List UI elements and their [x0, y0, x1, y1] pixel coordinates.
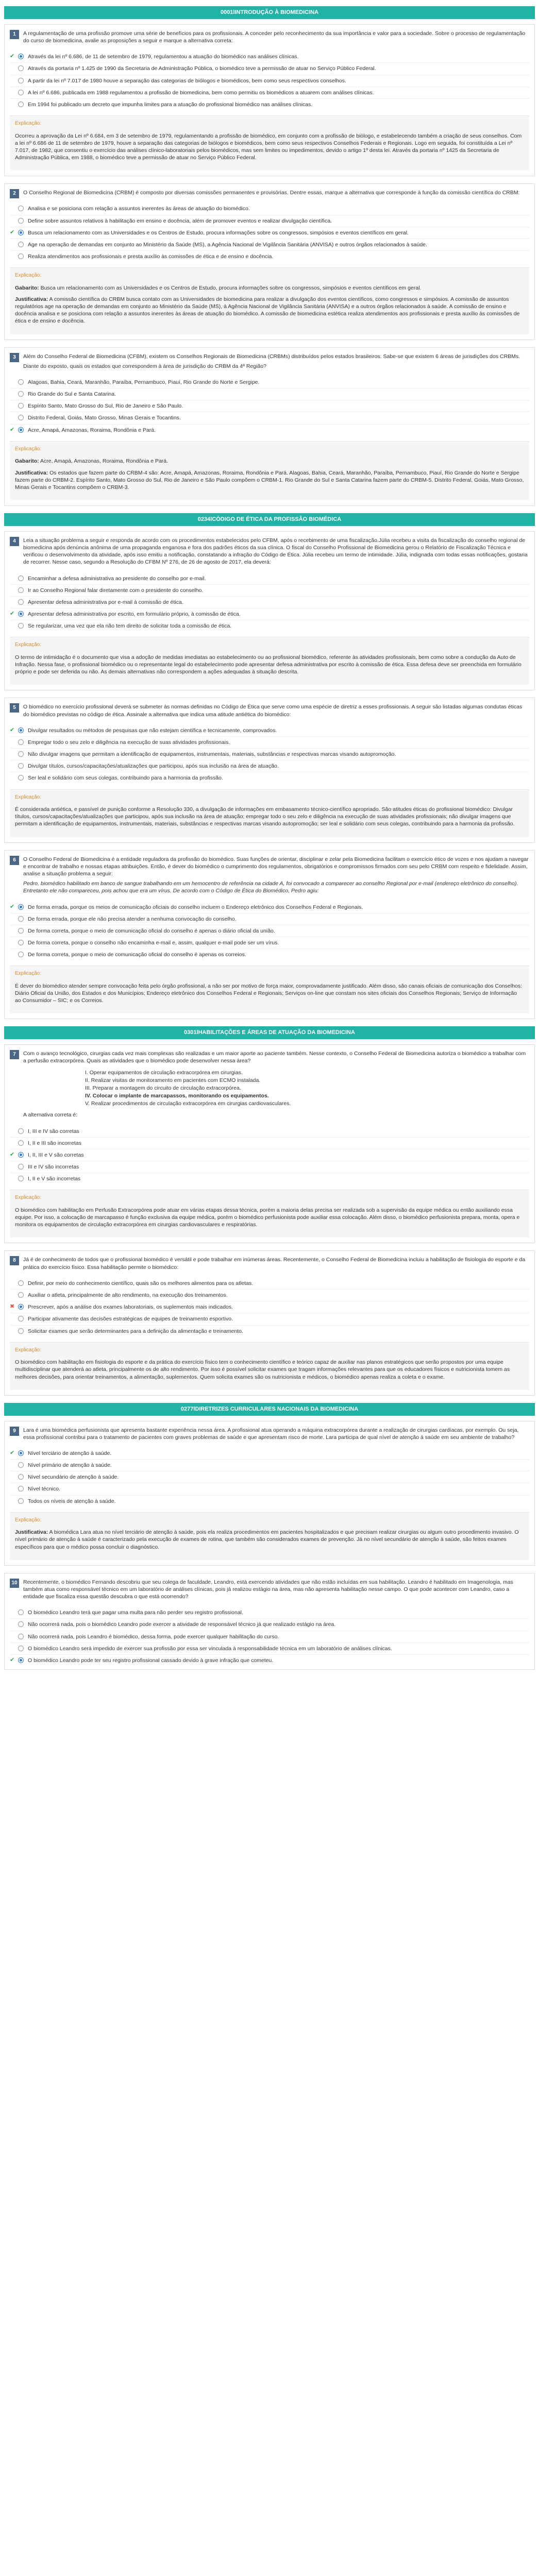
alternative-option[interactable] [10, 1471, 529, 1483]
alternative-text: Nível secundário de atenção à saúde. [28, 1474, 119, 1481]
alternative-option[interactable] [10, 99, 529, 110]
radio-button[interactable] [18, 599, 24, 605]
radio-button[interactable] [18, 1164, 24, 1170]
alternative-option[interactable] [10, 1448, 529, 1460]
explanation-box [10, 965, 529, 1013]
radio-button[interactable] [18, 751, 24, 757]
question-number: 7 [10, 1050, 19, 1059]
alternative-option[interactable] [10, 902, 529, 913]
alternative-option[interactable] [10, 772, 529, 784]
explanation-paragraph [15, 1207, 524, 1229]
alternative-option[interactable] [10, 608, 529, 620]
radio-button[interactable] [18, 611, 24, 617]
question-card [4, 1044, 535, 1243]
alternative-option[interactable] [10, 388, 529, 400]
explanation-title: Explicação: [15, 1347, 42, 1353]
stem-paragraph: Diante do exposto, quais os estados que correspondem à área de jurisdição do CRBM da 4ª Região? [23, 363, 267, 369]
radio-button[interactable] [18, 101, 24, 107]
alternative-option[interactable] [10, 1313, 529, 1325]
alternatives-list [5, 1124, 534, 1188]
alternative-option[interactable] [10, 227, 529, 239]
alternative-text: Divulgar resultados ou métodos de pesquisas que não estejam científica e tecnicamente, comprovados. [28, 727, 277, 734]
radio-button[interactable] [18, 1450, 24, 1456]
alternative-text: Distrito Federal, Goiás, Mato Grosso, Minas Gerais e Tocantins. [28, 415, 181, 421]
alternative-option[interactable] [10, 239, 529, 251]
explanation-text: O termo de intimidação é o documento que visa a adoção de medidas imediatas ao estabelecimento ou ao profissional biomédico, referente às atividades profissionais, bem como sobre a condução da Auto de Infração. Nessa fase, o profissional biomédico ou o representante legal do estabelecimento pode apresentar defesa administrativa por escrito à comissão de ética. Essa defesa deve ser preenchida em formulário próprio e pode ser deferida ou não. As demais alternativas não correspondem a ações adequadas à situação descrita. [15, 654, 521, 675]
check-icon: ✔ [10, 1656, 15, 1663]
statement-item: IV. Colocar o implante de marcapassos, monitorando os equipamentos. [85, 1093, 269, 1099]
question-stem [23, 537, 529, 569]
section-title: 0234lCÓDIGO DE ÉTICA DA PROFISSÃO BIOMÉDICA [4, 513, 535, 526]
alternative-option[interactable] [10, 215, 529, 227]
alternative-option[interactable] [10, 725, 529, 737]
alternative-option[interactable] [10, 620, 529, 632]
alternative-text: Ser leal e solidário com seus colegas, contribuindo para a harmonia da profissão. [28, 775, 223, 782]
question-header [5, 348, 534, 375]
alternative-option[interactable] [10, 377, 529, 388]
alternative-text: Não ocorrerá nada, pois Leandro é biomédico, dessa forma, pode exercer qualquer habilitação do curso. [28, 1633, 279, 1640]
check-icon: ✔ [10, 726, 15, 733]
alternative-text: De forma correta, porque o meio de comunicação oficial do conselho é apenas o diário oficial da união. [28, 927, 275, 934]
alternative-text: O biomédico Leandro pode ter seu registro profissional cassado devido à grave infração que cometeu. [28, 1657, 274, 1664]
alternative-text: Nível terciário de atenção à saúde. [28, 1450, 112, 1456]
alternatives-list [5, 1276, 534, 1340]
alternative-text: Espírito Santo, Mato Grosso do Sul, Rio de Janeiro e São Paulo. [28, 403, 183, 410]
alternatives-list [5, 201, 534, 265]
alternative-option[interactable] [10, 1607, 529, 1619]
alternative-option[interactable] [10, 1290, 529, 1301]
explanation-text: É considerada antiética, e passível de punição conforme a Resolução 330, a divulgação de informações em embasamento técnico-científico apropriado. São atitudes éticas do profissional biomédico: Divulgar títulos, cursos/capacitações/atualizações que participou, após sua inclusão na área de atuação; empregar todo o seu zelo e diligência na execução de suas atividades profissionais; não divulgar imagens que permitam a identificação de equipamentos, instrumentais, materiais, substâncias e respectivas marcas visando autopromoção; ser leal e solidário com seus colegas, contribuindo para a harmonia da profissão. [15, 806, 515, 827]
explanation-box [10, 115, 529, 171]
stem-paragraph: Já é de conhecimento de todos que o profissional biomédico é versátil e pode trabalhar em inúmeras áreas. Recentemente, o Conselho Federal de Biomedicina incluiu a habilitação de fisiologia do esporte e da prática do exercício físico. Essa habilitação permite o biomédico: [23, 1257, 526, 1270]
radio-button[interactable] [18, 1486, 24, 1492]
alternative-text: Realiza atendimentos aos profissionais e presta auxílio às comissões de ética e de ensino e docência. [28, 253, 274, 260]
section-title: 0001lINTRODUÇÃO À BIOMEDICINA [4, 6, 535, 19]
statement-item: I. Operar equipamentos de circulação extracorpórea em cirurgias. [85, 1069, 243, 1076]
radio-button[interactable] [18, 952, 24, 957]
stem-paragraph: Leia a situação problema a seguir e responda de acordo com os procedimentos estabelecidos pelo CFBM, após o recebimento de uma fiscalização.Júlia recebeu a visita da fiscalização do conselho regional de biomedicina após denúncia anônima de uma propaganda enganosa e fora dos padrões éticos da sua clínica. O fiscal do Conselho Profissional de Biomedicina gerou o Relatório de Fiscalização Técnica e verificou o desenvolvimento da atividade, após isso emitiu a notificação, constatando a infração do Código de Ética. Júlia recebeu um termo de intimidade. Júlia, indignada com todas essas notificações, gostaria de recorrer. Nesse caso, segundo a Resolução do CFBM Nº 276, de 26 de agosto de 2017, ela deverá: [23, 537, 528, 566]
explanation-text: É dever do biomédico atender sempre convocação feita pelo órgão profissional, a não ser por motivo de força maior, comprovadamente justificado. Além disso, são canais oficiais de comunicação dos Conselhos: Diário Oficial da União, dos Estados e dos Municípios; Endereço eletrônico dos Conselhos Federal e Regionais; Serviços on-line que constam nos sites oficiais dos Conselhos Regionais; Serviço de Informação ao Consumidor – SIC; e os Correios. [15, 982, 523, 1004]
radio-button[interactable] [18, 242, 24, 247]
alternative-option[interactable] [10, 75, 529, 87]
explanation-text: Ocorreu a aprovação da Lei nº 6.684, em 3 de setembro de 1979, regulamentando a profissão de biomédico, em conjunto com a profissão de biólogo, e estabelecendo também a criação de seus conselhos. Com a lei nº 6.686 de 11 de setembro de 1979, houve a separação das categorias de biólogos e biomédicos, bem como seus respectivos Conselhos Federais e Regionais. Logo em seguida, foi constituída a Lei nº 7.017, de 1982, que consentiu o exercício das análises clínico-laboratoriais pelos biomédicos, mas sem limites ou impedimentos, devido o artigo 1º desta lei. Através da portaria nº 1425 da Secretaria de Administração Pública, em 1988, o biomédico teve a permissão de atuar no Serviço Público Federal. [15, 132, 522, 161]
question-number: 5 [10, 703, 19, 713]
alternative-option[interactable] [10, 51, 529, 63]
alternative-text: Define sobre assuntos relativos à habilitação em ensino e docência, além de promover eventos e realizar divulgação científica. [28, 217, 332, 224]
question-number: 9 [10, 1427, 19, 1436]
radio-button[interactable] [18, 1328, 24, 1334]
alternative-text: Não ocorrerá nada, pois o biomédico Leandro pode exercer a atividade de responsável técnico já que realizado estágio na área. [28, 1621, 336, 1628]
question-card [4, 1573, 535, 1670]
alternative-option[interactable] [10, 1173, 529, 1184]
radio-button[interactable] [18, 54, 24, 59]
explanation-box [10, 789, 529, 837]
alternative-option[interactable] [10, 400, 529, 412]
alternative-text: Divulgar títulos, cursos/capacitações/atualizações que participou, após sua inclusão na área de atuação. [28, 763, 279, 770]
question-stem [23, 189, 529, 199]
radio-button[interactable] [18, 427, 24, 433]
radio-button[interactable] [18, 1140, 24, 1146]
radio-button[interactable] [18, 78, 24, 83]
alternative-text: Age na operação de demandas em conjunto ao Ministério da Saúde (MS), a Agência Nacional de Vigilância Sanitária (ANVISA) e outros órgãos relacionados à saúde. [28, 241, 427, 248]
explanation-text: Busca um relacionamento com as Universidades e os Centros de Estudo, procura informações sobre os congressos, simpósios e eventos científicos em geral. [39, 284, 422, 291]
alternative-text: Rio Grande do Sul e Santa Catarina. [28, 391, 116, 398]
radio-button[interactable] [18, 1292, 24, 1298]
check-icon: ✔ [10, 1151, 15, 1158]
alternative-option[interactable] [10, 1149, 529, 1161]
explanation-text: A comissão científica do CRBM busca contato com as Universidades de biomedicina para realizar a divulgação dos eventos científicos, como congressos e simpósios. A comissão de assuntos regulatórios age na operação de demandas em conjunto ao Ministério da Saúde (MS), à Agência Nacional de Vigilância Sanitária (ANVISA) e a outros órgãos relacionados à saúde. A comissão de ensino e docência analisa e se posiciona com relação a assuntos inerentes às áreas de atuação do biomédico. A comissão de biomedicina estética realiza atendimentos aos profissionais e presta auxílio às comissões de ética e de ensino e docência. [15, 296, 520, 325]
check-icon: ✔ [10, 903, 15, 910]
alternative-option[interactable] [10, 1643, 529, 1655]
check-icon: ✔ [10, 611, 15, 617]
alternative-option[interactable] [10, 1619, 529, 1631]
question-number: 6 [10, 856, 19, 865]
explanation-paragraph [15, 1359, 524, 1381]
alternative-option[interactable] [10, 1126, 529, 1138]
radio-button[interactable] [18, 1646, 24, 1651]
alternative-text: Auxiliar o atleta, principalmente de alto rendimento, na execução dos treinamentos. [28, 1292, 228, 1298]
radio-button[interactable] [18, 230, 24, 235]
explanation-text: O biomédico com habilitação em fisiologia do esporte e da prática do exercício físico tem o conhecimento científico e teórico capaz de auxiliar nas planos estratégicos que serão propostos por uma equipe multidisciplinar que atenderá ao atleta, principalmente os de alto rendimento. Por isso é possível solicitar exames que tragam informações relevantes para que os educadores físicos e nutricionista tomem as melhores decisões, para orientar treinamentos, a alimentação, suplementos. Quem solicita exames são os nutricionista e médicos, o biomédico apenas realiza a coleta e o exame. [15, 1359, 510, 1380]
question-header [5, 184, 534, 201]
radio-button[interactable] [18, 1280, 24, 1286]
radio-button[interactable] [18, 1634, 24, 1639]
alternative-option[interactable] [10, 925, 529, 937]
alternative-option[interactable] [10, 63, 529, 75]
question-stem [23, 353, 529, 372]
explanation-text: A biomédica Lara atua no nível terciário de atenção à saúde, pois ela realiza procedimentos em pacientes hospitalizados e que precisam realizar cirurgias ou algum outro procedimento invasivo. O nível primário de atenção à saúde é caracterizado pela execução de exames de rotina, que também são considerados exames de prevenção. Já no nível secundário de atenção à saúde, são feitos exames específicos para que o médico possa concluir o diagnóstico. [15, 1529, 519, 1550]
check-icon: ✔ [10, 53, 15, 60]
question-stem [23, 1050, 529, 1121]
question-stem [23, 1256, 529, 1273]
radio-button[interactable] [18, 575, 24, 581]
alternatives-list [5, 900, 534, 964]
radio-button[interactable] [18, 253, 24, 259]
alternative-option[interactable] [10, 1278, 529, 1290]
question-header [5, 1421, 534, 1446]
stem-paragraph: Com o avanço tecnológico, cirurgias cada vez mais complexas são realizadas e um maior aporte ao paciente também. Nesse contexto, o Conselho Federal de Biomedicina autoriza o biomédico a trabalhar com a perfusão extracorpórea. Quais as atividades que o biomédico pode desenvolver nessa área? [23, 1050, 526, 1064]
radio-button[interactable] [18, 587, 24, 593]
stem-paragraph: Lara é uma biomédica perfusionista que apresenta bastante experiência nessa área. A profissional atua operando a máquina extracorpórea durante a realização de cirurgias cardíacas, por exemplo. Ou seja, essa profissional contribui para o tratamento de pacientes com graves problemas de saúde e que apresentam risco de morte. Lara participa de qual nível de atenção à saúde em seu ambiente de trabalho? [23, 1427, 519, 1440]
quiz-review-page [4, 6, 535, 1670]
explanation-paragraph [15, 469, 524, 492]
alternative-option[interactable] [10, 597, 529, 608]
alternative-text: Definir, por meio do conhecimento científico, quais são os melhores alimentos para os atletas. [28, 1280, 254, 1286]
alternative-option[interactable] [10, 1496, 529, 1507]
alternative-text: I, II e V são incorretas [28, 1176, 81, 1182]
alternative-text: A lei nº 6.686, publicada em 1988 regulamentou a profissão de biomedicina, bem como permitiu os biomédicos a atuarem com análises clínicas. [28, 89, 374, 96]
stem-paragraph: O Conselho Federal de Biomedicina é a entidade reguladora da profissão do biomédico. Suas funções de orientar, disciplinar e zelar pela Biomedicina facilitam o exercício ético de vozes e nos ajudam a navegar e encontrar de trabalho e nossas etapas atribuições. Então, é dever do biomédico o cumprimento dos regulamentos, obrigatórios e compromissos firmados com seu pelo CRBM com respeito e fidelidade. Assim, analise a situação problema a seguir: [23, 856, 529, 877]
radio-button[interactable] [18, 379, 24, 385]
explanation-box [10, 1512, 529, 1560]
alternative-text: Participar ativamente das decisões estratégicas de equipes de treinamento esportivo. [28, 1316, 233, 1323]
alternative-text: Apresentar defesa administrativa por e-mail à comissão de ética. [28, 599, 183, 605]
question-card [4, 347, 535, 506]
alternative-text: O biomédico Leandro terá que pagar uma multa para não perder seu registro profissional. [28, 1609, 243, 1616]
alternative-text: De forma errada, porque os meios de comunicação oficiais do conselho incluem o Endereço eletrônico dos Conselhos Federal e Regionais. [28, 904, 363, 910]
question-header [5, 25, 534, 49]
explanation-label: Justificativa: [15, 1529, 48, 1536]
radio-button[interactable] [18, 1621, 24, 1627]
alternative-option[interactable] [10, 760, 529, 772]
alternative-text: Empregar todo o seu zelo e diligência na execução de suas atividades profissionais. [28, 739, 230, 745]
check-icon: ✔ [10, 426, 15, 433]
alternative-text: O biomédico Leandro será impedido de exercer sua profissão por essa ser vinculada à responsabilidade técnica em um laboratório de análises clínicas. [28, 1645, 392, 1652]
radio-button[interactable] [18, 904, 24, 910]
alternative-text: Alagoas, Bahia, Ceará, Maranhão, Paraíba, Pernambuco, Piauí, Rio Grande do Norte e Sergipe. [28, 379, 260, 385]
radio-button[interactable] [18, 206, 24, 211]
alternative-text: I, II e III são incorretas [28, 1140, 81, 1146]
explanation-title: Explicação: [15, 642, 42, 648]
statement-item: V. Realizar procedimentos de circulação extracorpórea em cirurgias cardiovasculares. [85, 1100, 291, 1107]
explanation-box [10, 1342, 529, 1390]
radio-button[interactable] [18, 916, 24, 922]
radio-button[interactable] [18, 775, 24, 781]
alternatives-list [5, 49, 534, 113]
question-card [4, 183, 535, 340]
radio-button[interactable] [18, 1304, 24, 1310]
alternative-option[interactable] [10, 1301, 529, 1313]
section-title: 0301lHABILITAÇÕES E ÁREAS DE ATUAÇÃO DA BIOMEDICINA [4, 1026, 535, 1039]
statement-item: II. Realizar visitas de monitoramento em pacientes com ECMO instalada. [85, 1077, 261, 1083]
radio-button[interactable] [18, 623, 24, 629]
alternative-text: Acre, Amapá, Amazonas, Roraima, Rondônia e Pará. [28, 427, 156, 433]
alternative-option[interactable] [10, 1483, 529, 1495]
statement-item: III. Preparar a montagem do circuito de circulação extracorpórea. [85, 1084, 241, 1091]
explanation-box [10, 637, 529, 685]
alternatives-list [5, 1446, 534, 1510]
radio-button[interactable] [18, 739, 24, 745]
question-card [4, 531, 535, 691]
alternative-text: Nível primário de atenção à saúde. [28, 1462, 112, 1469]
alternative-option[interactable] [10, 949, 529, 960]
radio-button[interactable] [18, 727, 24, 733]
check-icon: ✔ [10, 229, 15, 235]
stem-paragraph: A regulamentação de uma profissão promove uma série de benefícios para os profissionais. A conceder pelo reconhecimento da sua importância e valor para a sociedade. Sobre o processo de regulamentação do curso de biomedicina, avalie as proposições a seguir e marque a alternativa correta: [23, 30, 526, 44]
explanation-paragraph [15, 457, 524, 465]
alternative-text: Através da lei nº 6.686, de 11 de setembro de 1979, regulamentou a atuação do biomédico nas análises clínicas. [28, 54, 299, 60]
radio-button[interactable] [18, 415, 24, 420]
section-title: 0277lDIRETRIZES CURRICULARES NACIONAIS DA BIOMEDICINA [4, 1403, 535, 1416]
radio-button[interactable] [18, 1176, 24, 1181]
alternative-text: Não divulgar imagens que permitam a identificação de equipamentos, instrumentais, materiais, substâncias e respectivas marcas visando autopromoção. [28, 751, 396, 758]
radio-button[interactable] [18, 90, 24, 95]
question-header [5, 851, 534, 900]
explanation-title: Explicação: [15, 446, 42, 452]
alternative-text: De forma errada, porque ele não precisa atender a nenhuma convocação do conselho. [28, 916, 237, 922]
radio-button[interactable] [18, 1316, 24, 1321]
radio-button[interactable] [18, 1462, 24, 1468]
question-stem [23, 703, 529, 720]
explanation-paragraph [15, 296, 524, 325]
alternative-option[interactable] [10, 937, 529, 949]
alternative-text: Busca um relacionamento com as Universidades e os Centros de Estudo, procura informações sobre os congressos, simpósios e eventos científicos em geral. [28, 229, 409, 236]
explanation-text: O biomédico com habilitação em Perfusão Extracorpórea pode atuar em várias etapas dessa técnica, porém a maioria delas precisa ser realizada sob a supervisão da equipe médica ou então auxiliando essa equipe. Por isso, a colocação de marcapasso é função exclusiva da equipe médica, porém o biomédico perfusionista pode auxiliar essa colocação. Além disso, o biomédico perfusionista prepara, monta, opera e monitora os equipamentos de circulação extracorpórea em cirurgias cardiovasculares e respiratórias. [15, 1207, 520, 1228]
explanation-text: Os estados que fazem parte do CRBM-4 são: Acre, Amapá, Amazonas, Roraima, Rondônia e Pará. Alagoas, Bahia, Ceará, Maranhão, Paraíba, Pernambuco, Piauí, Rio Grande do Norte e Sergipe fazem parte do CRBM-2. Espírito Santo, Mato Grosso do Sul, Rio de Janeiro e São Paulo compõem o CRBM-1. Rio Grande do Sul e Santa Catarina fazem parte do CRBM-5. Distrito Federal, Goiás, Mato Grosso, Minas Gerais e Tocantins compõem o CRBM-3. [15, 469, 524, 490]
explanation-paragraph [15, 982, 524, 1005]
radio-button[interactable] [18, 940, 24, 945]
explanation-paragraph [15, 132, 524, 162]
alternative-text: Todos os níveis de atenção à saúde. [28, 1498, 116, 1504]
radio-button[interactable] [18, 1498, 24, 1504]
alternative-option[interactable] [10, 1138, 529, 1149]
explanation-box [10, 267, 529, 334]
statement-list [85, 1069, 529, 1108]
explanation-label: Justificativa: [15, 296, 48, 302]
alternative-text: Se regularizar, uma vez que ela não tem direito de solicitar toda a comissão de ética. [28, 623, 232, 630]
alternative-option[interactable] [10, 87, 529, 99]
alternative-option[interactable] [10, 412, 529, 424]
explanation-label: Gabarito: [15, 458, 39, 465]
question-header [5, 1573, 534, 1605]
radio-button[interactable] [18, 928, 24, 934]
alternatives-list [5, 375, 534, 439]
alternative-text: Nível técnico. [28, 1486, 61, 1493]
explanation-title: Explicação: [15, 121, 42, 127]
alternative-option[interactable] [10, 737, 529, 749]
question-stem [23, 1427, 529, 1444]
radio-button[interactable] [18, 218, 24, 224]
explanation-label: Gabarito: [15, 284, 39, 291]
alternative-text: I, III e IV são corretas [28, 1128, 79, 1134]
alternatives-list [5, 571, 534, 635]
question-number: 1 [10, 30, 19, 39]
question-card [4, 24, 535, 176]
alternative-text: I, II, III e V são corretas [28, 1151, 84, 1158]
alternative-text: Encaminhar a defesa administrativa ao presidente do conselho por e-mail. [28, 575, 206, 582]
alternative-option[interactable] [10, 1326, 529, 1337]
alternative-text: Solicitar exames que serão determinantes para a definição da alimentação e treinamento. [28, 1328, 243, 1334]
explanation-box [10, 1190, 529, 1238]
alternative-text: Em 1994 foi publicado um decreto que impunha limites para a atuação do profissional biomédico nas análises clínicas. [28, 101, 313, 108]
alternative-option[interactable] [10, 425, 529, 436]
stem-paragraph: O Conselho Regional de Biomedicina (CRBM) é composto por diversas comissões permanentes e provisórias. Dentre essas, marque a alternativa que corresponde à função da comissão científica do CRBM: [23, 190, 520, 196]
stem-paragraph: Pedro, biomédico habilitado em banco de sangue trabalhando em um hemocentro de referência na cidade A, foi convocado a comparecer ao conselho Regional por e-mail (endereço eletrônico do conselho). Entretanto ele não compareceu, pois achou que era um vírus. De acordo com o Código de Ética do Biomédico, Pedro agiu: [23, 880, 518, 894]
cross-icon: ✖ [10, 1303, 15, 1310]
explanation-paragraph [15, 284, 524, 292]
radio-button[interactable] [18, 1152, 24, 1158]
explanation-text: Acre, Amapá, Amazonas, Roraima, Rondônia e Pará. [39, 458, 169, 465]
alternative-text: Através da portaria nº 1.425 de 1990 da Secretaria de Administração Pública, o biomédico teve a permissão de atuar no Serviço Público Federal. [28, 65, 376, 72]
alternative-option[interactable] [10, 1161, 529, 1173]
alternatives-list [5, 723, 534, 787]
question-header [5, 532, 534, 571]
alternative-text: III e IV são incorretas [28, 1164, 79, 1171]
stem-paragraph: O biomédico no exercício profissional deverá se submeter às normas definidas no Código de Ética que serve como uma espécie de diretriz a esses profissionais. A seguir são listadas algumas condutas éticas do biomédico previstas no código de ética. Assinale a alternativa que indica uma atitude antiética do biomédico: [23, 704, 523, 718]
question-card [4, 1421, 535, 1566]
alternative-option[interactable] [10, 913, 529, 925]
radio-button[interactable] [18, 1657, 24, 1663]
alternative-text: Apresentar defesa administrativa por escrito, em formulário próprio, à comissão de ética. [28, 611, 241, 618]
question-stem [23, 30, 529, 47]
stem-paragraph: Recentemente, o biomédico Fernando descobriu que seu colega de faculdade, Leandro, está exercendo atividades que não estão incluídas em sua habilitação. Leandro é habilitado em Imagenologia, mas também atua como responsável técnico em um laboratório de análises clínicas, pois já realizou estágio na área, mas não apresenta habilitação nesse campo. O que pode acontecer com Leandro, caso a entidade que fiscaliza essa questão descubra o que está ocorrendo? [23, 1579, 513, 1600]
question-number: 10 [10, 1579, 19, 1588]
radio-button[interactable] [18, 1474, 24, 1480]
alternative-option[interactable] [10, 1655, 529, 1666]
alternative-text: Analisa e se posiciona com relação a assuntos inerentes às áreas de atuação do biomédico. [28, 206, 250, 212]
explanation-title: Explicação: [15, 794, 42, 800]
alternative-text: Ir ao Conselho Regional falar diretamente com o presidente do conselho. [28, 587, 204, 594]
explanation-title: Explicação: [15, 273, 42, 279]
check-icon: ✔ [10, 1449, 15, 1456]
alternative-option[interactable] [10, 251, 529, 262]
alternative-option[interactable] [10, 749, 529, 760]
radio-button[interactable] [18, 391, 24, 397]
question-header [5, 1251, 534, 1275]
explanation-title: Explicação: [15, 1517, 42, 1523]
question-number: 3 [10, 353, 19, 362]
alternative-option[interactable] [10, 1460, 529, 1471]
radio-button[interactable] [18, 1609, 24, 1615]
alternative-text: Prescrever, após a análise dos exames laboratoriais, os suplementos mais indicados. [28, 1304, 233, 1311]
explanation-title: Explicação: [15, 1195, 42, 1201]
question-number: 4 [10, 537, 19, 546]
explanation-paragraph [15, 806, 524, 828]
alternative-option[interactable] [10, 585, 529, 597]
alternative-option[interactable] [10, 1631, 529, 1643]
radio-button[interactable] [18, 403, 24, 409]
question-card [4, 1250, 535, 1395]
alternative-option[interactable] [10, 573, 529, 585]
alternatives-intro: A alternativa correta é: [23, 1112, 78, 1118]
explanation-box [10, 441, 529, 500]
alternative-text: De forma correta, porque o meio de comunicação oficial do conselho é apenas os correios. [28, 952, 246, 958]
explanation-paragraph [15, 654, 524, 676]
stem-paragraph: Além do Conselho Federal de Biomedicina (CFBM), existem os Conselhos Regionais de Biomedicina (CRBMs) distribuídos pelos estados brasileiros. Sabe-se que existem 6 áreas de jurisdições dos CRBMs. [23, 353, 520, 360]
question-stem [23, 856, 529, 897]
alternatives-list [5, 1605, 534, 1669]
explanation-title: Explicação: [15, 971, 42, 977]
question-number: 2 [10, 189, 19, 198]
alternative-option[interactable] [10, 203, 529, 215]
radio-button[interactable] [18, 1128, 24, 1134]
question-card [4, 850, 535, 1020]
question-header [5, 1045, 534, 1123]
radio-button[interactable] [18, 763, 24, 769]
explanation-paragraph [15, 1529, 524, 1551]
alternative-text: De forma correta, porque o conselho não encaminha e-mail e, assim, qualquer e-mail pode ser um vírus. [28, 940, 279, 946]
alternative-text: A partir da lei nº 7.017 de 1980 houve a separação das categorias de biólogos e biomédicos, bem como seus respectivos conselhos. [28, 77, 346, 84]
question-card [4, 698, 535, 842]
question-stem [23, 1579, 529, 1603]
question-number: 8 [10, 1256, 19, 1265]
explanation-label: Justificativa: [15, 469, 48, 476]
radio-button[interactable] [18, 65, 24, 71]
question-header [5, 698, 534, 722]
